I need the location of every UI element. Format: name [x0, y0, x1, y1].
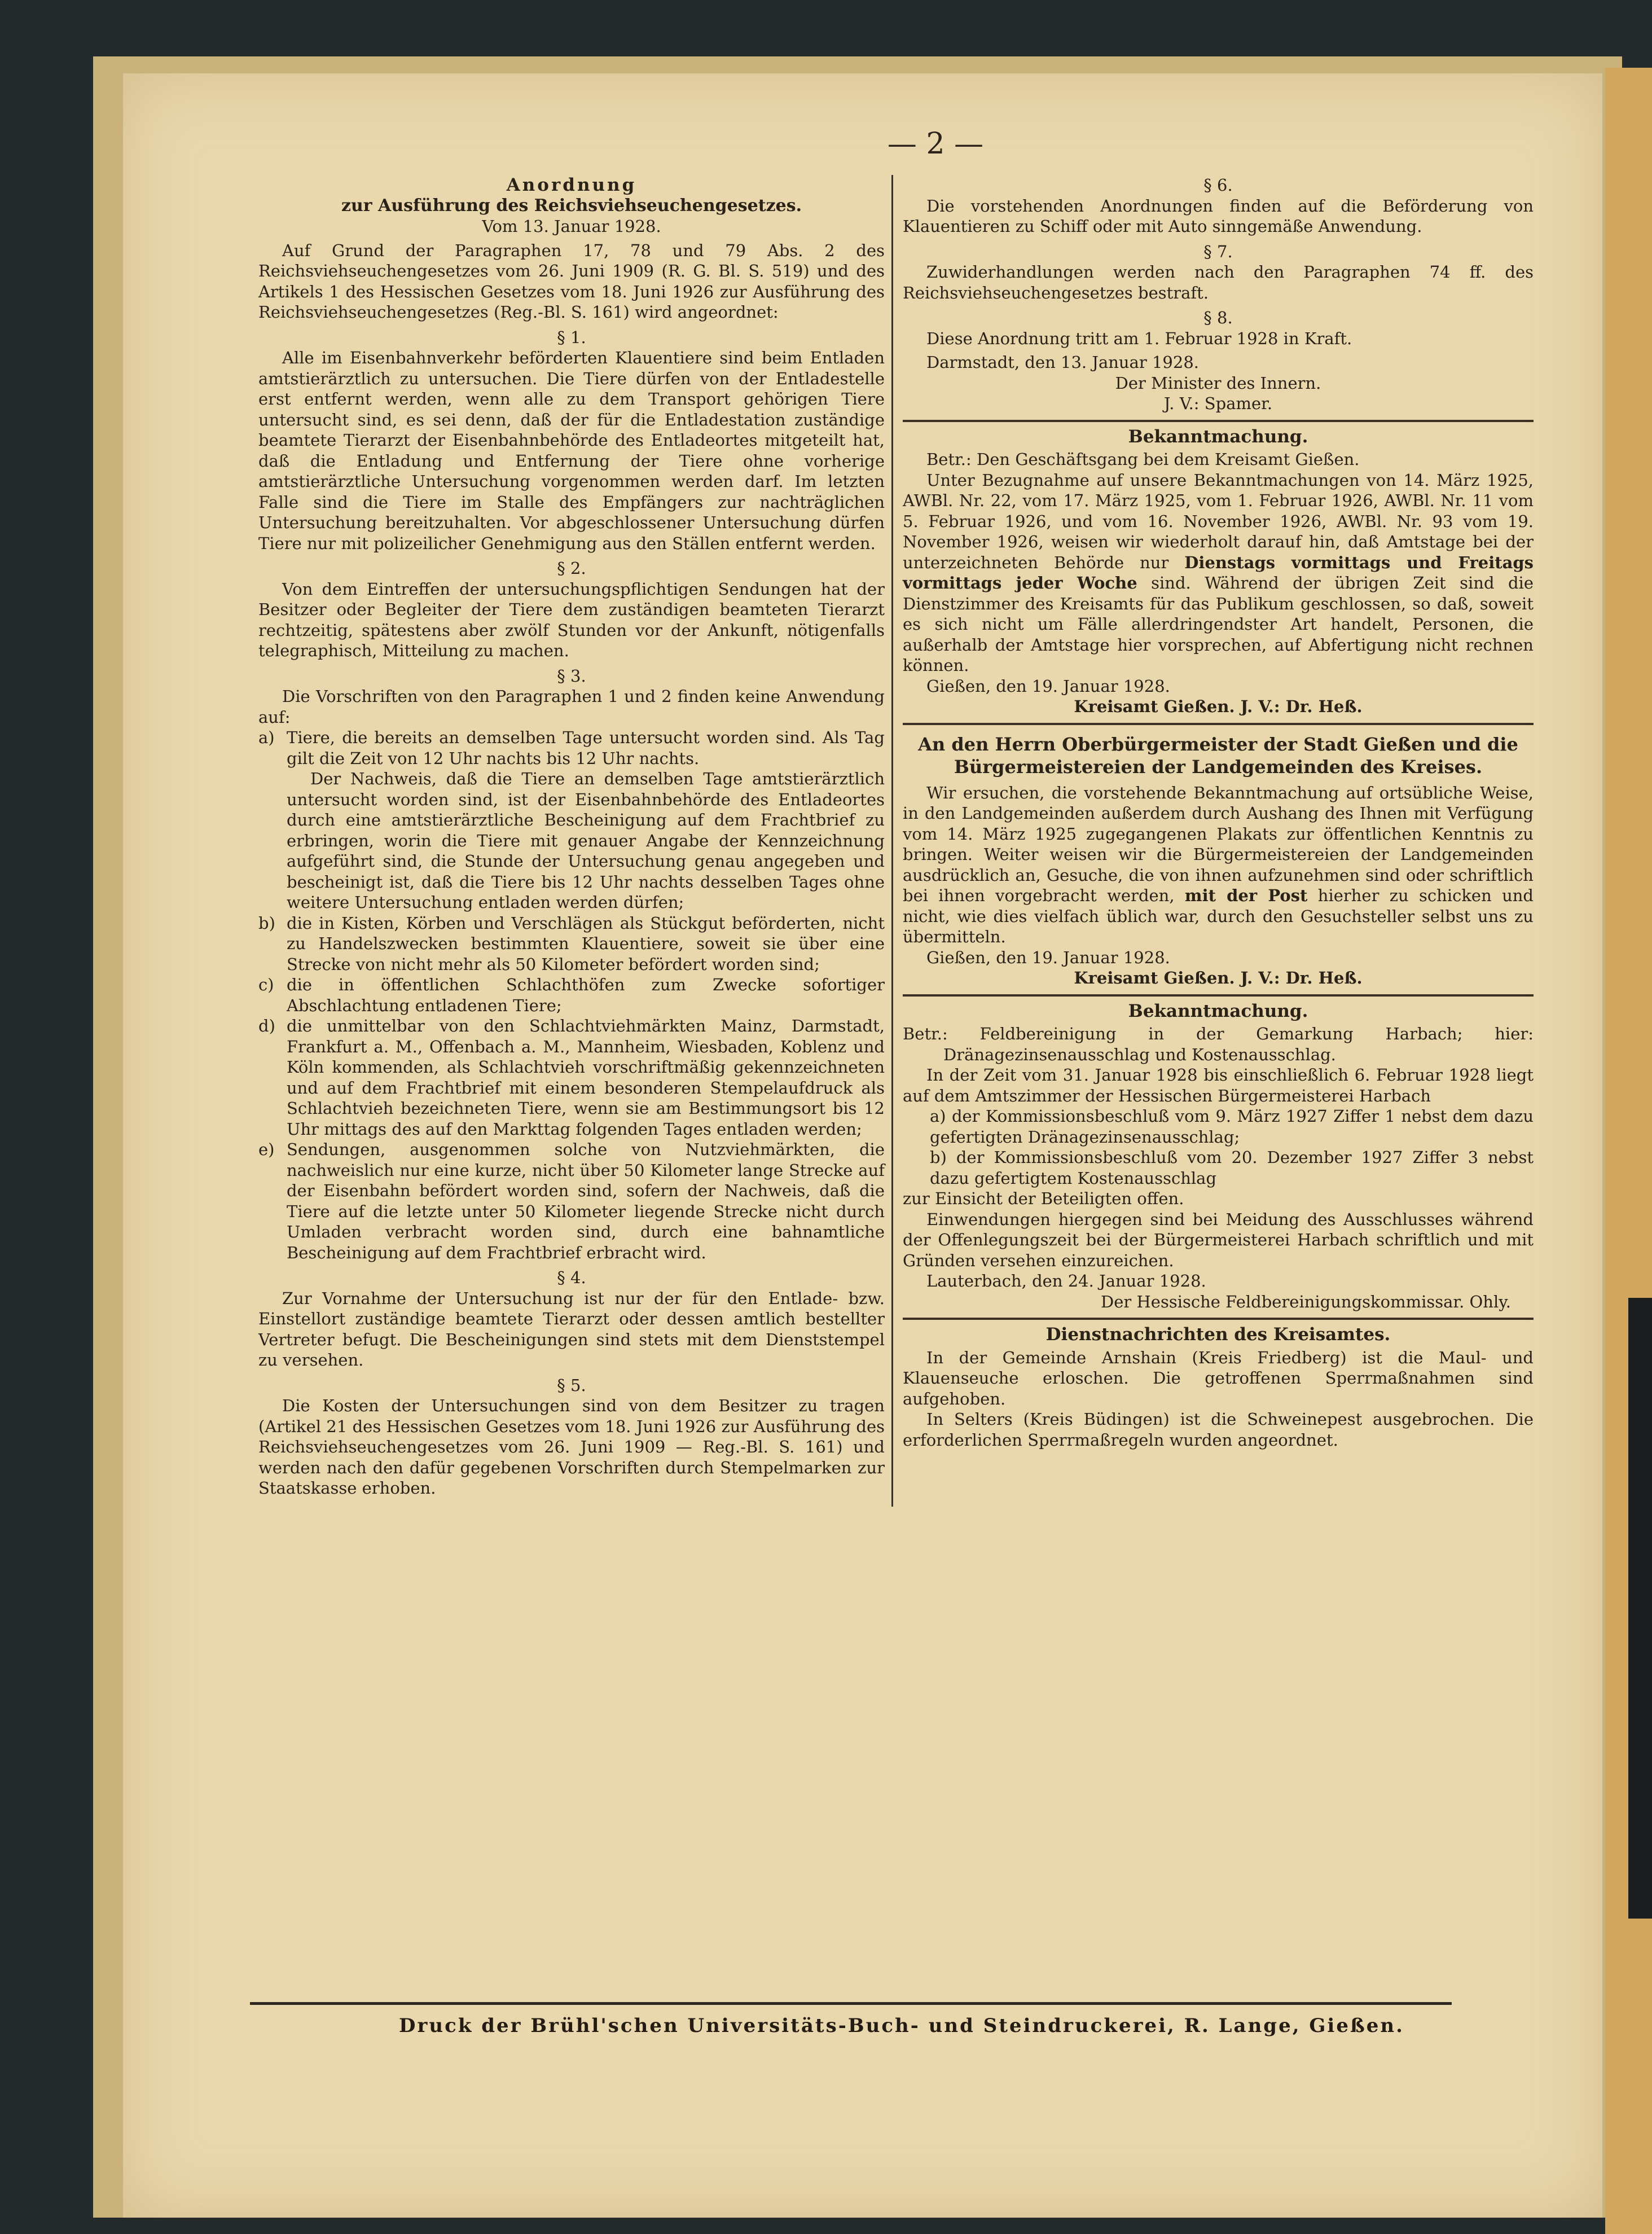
notice-1-heading: Bekanntmachung.	[1128, 426, 1308, 447]
section-6-heading: § 6.	[1203, 175, 1233, 195]
notice-2-heading: An den Herrn Oberbürgermeister der Stadt Gießen und die Bürgermeistereien der Landgemeinden des Kreises.	[918, 733, 1518, 778]
notice-3-heading: Bekanntmachung.	[1128, 1000, 1308, 1021]
section-3-list	[258, 727, 885, 1263]
section-divider	[903, 420, 1534, 422]
list-label: c)	[258, 975, 274, 994]
section-3-heading: § 3.	[557, 666, 586, 686]
notice-1-signature: Kreisamt Gießen. J. V.: Dr. Heß.	[1074, 697, 1363, 716]
ordinance-place-date: Darmstadt, den 13. Januar 1928.	[926, 353, 1200, 372]
list-item	[258, 913, 885, 975]
notice-1-text-pre: Unter Bezugnahme auf unsere Bekanntmachungen von 14. März 1925, AWBl. Nr. 22, vom 17. März 1925, vom 1. Februar 1926, AWBl. Nr. 11 vom 5. Februar 1926, und vom 16. November 1926, AWBl. Nr. 93 vom 19. November 1926, weisen wir wiederholt darauf hin, daß Amtstage bei der unterzeichneten Behörde nur	[903, 470, 1534, 572]
notice-3-objections: Einwendungen hiergegen sind bei Meidung des Ausschlusses während der Offenlegungszeit bei der Bürgermeisterei Harbach schriftlich und mit Gründen versehen einzureichen.	[903, 1209, 1534, 1270]
printer-imprint: Druck der Brühl'schen Universitäts-Buch- und Steindruckerei, R. Lange, Gießen.	[399, 2014, 1404, 2037]
notice-1-text	[903, 470, 1534, 676]
minister-title: Der Minister des Innern.	[1115, 373, 1321, 393]
notice-4-heading: Dienstnachrichten des Kreisamtes.	[1045, 1324, 1391, 1345]
list-text: die in öffentlichen Schlachthöfen zum Zwecke sofortiger Abschlachtung entladenen Tiere;	[287, 975, 885, 1015]
list-text: die unmittelbar von den Schlachtviehmärkten Mainz, Darmstadt, Frankfurt a. M., Offenbach a. M., Mannheim, Wiesbaden, Koblenz und Köln kommenden, als Schlachtvieh vorschriftmäßig gekennzeichneten und auf dem Frachtbrief mit einem besonderen Stempelaufdruck als Schlachtvieh bezeichneten Tiere, wenn sie am Bestimmungsort bis 12 Uhr mittags des auf den Markttag folgenden Tages entladen werden;	[287, 1016, 885, 1139]
right-column	[903, 175, 1534, 1450]
notice-1-subject: Betr.: Den Geschäftsgang bei dem Kreisamt Gießen.	[926, 450, 1360, 469]
notice-3-subject: Betr.: Feldbereinigung in der Gemarkung Harbach; hier: Dränagezinsenausschlag und Kostenausschlag.	[903, 1024, 1534, 1064]
notice-2-text	[903, 783, 1534, 947]
section-divider	[903, 994, 1534, 997]
notice-1-place-date: Gießen, den 19. Januar 1928.	[926, 676, 1170, 696]
list-text: Tiere, die bereits an demselben Tage untersucht worden sind. Als Tag gilt die Zeit von 12 Uhr nachts bis 12 Uhr nachts.	[287, 728, 885, 768]
list-label: a)	[258, 728, 275, 747]
notice-2-by-post: mit der Post	[1184, 886, 1308, 905]
notice-2-text-post: hierher zu schicken und nicht, wie dies vielfach üblich war, durch den Gesuchsteller selbst uns zu übermitteln.	[903, 886, 1534, 946]
section-8-heading: § 8.	[1203, 308, 1233, 327]
list-item	[258, 1139, 885, 1263]
page-number: — 2 —	[887, 127, 984, 161]
list-item	[258, 1016, 885, 1139]
notice-3-after: zur Einsicht der Beteiligten offen.	[903, 1189, 1184, 1208]
section-4-text: Zur Vornahme der Untersuchung ist nur der für den Entlade- bzw. Einstellort zuständige beamtete Tierarzt oder dessen amtlich bestellter Vertreter befugt. Die Bescheinigungen sind stets mit dem Dienststempel zu versehen.	[258, 1288, 885, 1370]
notice-3-item-b: b) der Kommissionsbeschluß vom 20. Dezember 1927 Ziffer 3 nebst dazu gefertigtem Kostenausschlag	[930, 1148, 1534, 1188]
list-label: d)	[258, 1016, 275, 1035]
notice-2-text-pre: Wir ersuchen, die vorstehende Bekanntmachung auf ortsübliche Weise, in den Landgemeinden außerdem durch Aushang des Ihnen mit Verfügung vom 14. März 1925 zugegangenen Plakats zur öffentlichen Kenntnis zu bringen. Weiter weisen wir die Bürgermeistereien der Landgemeinden ausdrücklich an, Gesuche, die von ihnen aufzunehmen sind oder schriftlich bei ihnen vorgebracht werden,	[903, 783, 1534, 905]
notice-3-text: In der Zeit vom 31. Januar 1928 bis einschließlich 6. Februar 1928 liegt auf dem Amtszimmer der Hessischen Bürgermeisterei Harbach	[903, 1065, 1534, 1105]
notice-3-item-a: a) der Kommissionsbeschluß vom 9. März 1927 Ziffer 1 nebst dem dazu gefertigten Dränagezinsenausschlag;	[930, 1107, 1534, 1147]
section-7-text: Zuwiderhandlungen werden nach den Paragraphen 74 ff. des Reichsviehseuchengesetzes bestraft.	[903, 262, 1534, 302]
section-2-heading: § 2.	[557, 559, 586, 578]
ordinance-date: Vom 13. Januar 1928.	[482, 217, 661, 236]
notice-4-text-1: In der Gemeinde Arnshain (Kreis Friedberg) ist die Maul- und Klauenseuche erloschen. Die getroffenen Sperrmaßnahmen sind aufgehoben.	[903, 1348, 1534, 1408]
list-text: die in Kisten, Körben und Verschlägen als Stückgut beförderten, nicht zu Handelszwecken bestimmten Klauentiere, soweit sie über eine Strecke von nicht mehr als 50 Kilometer befördert worden sind;	[287, 913, 885, 974]
notice-2-signature: Kreisamt Gießen. J. V.: Dr. Heß.	[1074, 968, 1363, 987]
ordinance-title: Anordnung	[506, 175, 637, 195]
section-divider	[903, 723, 1534, 725]
notice-2-place-date: Gießen, den 19. Januar 1928.	[926, 947, 1170, 967]
list-item	[258, 727, 885, 769]
section-7-heading: § 7.	[1203, 242, 1233, 261]
notice-1-office-days: Dienstags vormittags und Freitags vormittags jeder Woche	[903, 552, 1534, 592]
list-item	[258, 975, 885, 1016]
ordinance-subtitle: zur Ausführung des Reichsviehseuchengesetzes.	[341, 195, 802, 216]
section-4-heading: § 4.	[557, 1268, 586, 1287]
section-8-text: Diese Anordnung tritt am 1. Februar 1928 in Kraft.	[926, 328, 1352, 348]
section-1-text: Alle im Eisenbahnverkehr beförderten Klauentiere sind beim Entladen amtstierärztlich zu untersuchen. Die Tiere dürfen von der Entladestelle erst entfernt werden, wenn alle zu dem Transport gehörigen Tiere untersucht sind, es sei denn, daß der für die Entladestation zuständige beamtete Tierarzt der Eisenbahnbehörde des Entladeortes mitgeteilt hat, daß die Entladung und Entfernung der Tiere ohne vorherige amtstierärztliche Untersuchung vorgenommen werden darf. Im letzten Falle sind die Tiere im Stalle des Empfängers zur nachträglichen Untersuchung bereitzuhalten. Vor abgeschlossener Untersuchung dürfen Tiere nur mit polizeilicher Genehmigung aus den Ställen entfernt werden.	[258, 348, 885, 553]
column-divider	[891, 175, 893, 1507]
section-6-text: Die vorstehenden Anordnungen finden auf die Beförderung von Klauentieren zu Schiff oder mit Auto sinngemäße Anwendung.	[903, 196, 1534, 236]
section-5-heading: § 5.	[557, 1375, 586, 1395]
list-label: e)	[258, 1140, 275, 1159]
newspaper-page	[123, 73, 1602, 2218]
list-continuation: Der Nachweis, daß die Tiere an demselben Tage amtstierärztlich untersucht worden sind, ist der Eisenbahnbehörde des Entladeortes durch eine amtstierärztliche Bescheinigung auf dem Frachtbrief zu erbringen, worin die Tiere mit genauer Angabe der Kennzeichnung aufgeführt sind, die Stunde der Untersuchung genau angegeben und bescheinigt ist, daß die Tiere bis 12 Uhr nachts desselben Tages ohne weitere Untersuchung entladen werden dürfen;	[287, 769, 885, 912]
left-column	[258, 175, 885, 1499]
notice-4-text-2: In Selters (Kreis Büdingen) ist die Schweinepest ausgebrochen. Die erforderlichen Sperrmaßregeln wurden angeordnet.	[903, 1410, 1534, 1450]
section-divider	[903, 1318, 1534, 1320]
scanner-edge	[1628, 1298, 1652, 1919]
notice-3-place-date: Lauterbach, den 24. Januar 1928.	[926, 1271, 1206, 1291]
section-1-heading: § 1.	[557, 327, 586, 347]
list-text: Sendungen, ausgenommen solche von Nutzviehmärkten, die nachweislich nur eine kurze, nicht über 50 Kilometer lange Strecke auf der Eisenbahn befördert worden sind, sofern der Nachweis, daß die Tiere auf die letzte unter 50 Kilometer liegende Strecke nicht durch Umladen verbracht worden sind, durch eine bahnamtliche Bescheinigung auf dem Frachtbrief erbracht wird.	[287, 1140, 885, 1262]
section-2-text: Von dem Eintreffen der untersuchungspflichtigen Sendungen hat der Besitzer oder Begleiter der Tiere dem zuständigen beamteten Tierarzt rechtzeitig, spätestens aber zwölf Stunden vor der Ankunft, nötigenfalls telegraphisch, Mitteilung zu machen.	[258, 579, 885, 660]
ordinance-intro: Auf Grund der Paragraphen 17, 78 und 79 Abs. 2 des Reichsviehseuchengesetzes vom 26. Juni 1909 (R. G. Bl. S. 519) und des Artikels 1 des Hessischen Gesetzes vom 18. Juni 1926 zur Ausführung des Reichsviehseuchengesetzes (Reg.-Bl. S. 161) wird angeordnet:	[258, 240, 885, 322]
notice-3-signature: Der Hessische Feldbereinigungskommissar. Ohly.	[1101, 1292, 1511, 1311]
list-label: b)	[258, 913, 275, 933]
section-3-text: Die Vorschriften von den Paragraphen 1 und 2 finden keine Anwendung auf:	[258, 687, 885, 727]
section-5-text: Die Kosten der Untersuchungen sind von dem Besitzer zu tragen (Artikel 21 des Hessischen Gesetzes vom 18. Juni 1926 zur Ausführung des Reichsviehseuchengesetzes vom 26. Juni 1909 — Reg.-Bl. S. 161) und werden nach den dafür gegebenen Vorschriften durch Stempelmarken zur Staatskasse erhoben.	[258, 1396, 885, 1498]
notice-1-text-post: sind. Während der übrigen Zeit sind die Dienstzimmer des Kreisamts für das Publikum geschlossen, so daß, soweit es sich nicht um Fälle allerdringendster Art handelt, Personen, die außerhalb der Amtstage hier vorsprechen, auf Abfertigung nicht rechnen können.	[903, 573, 1534, 675]
minister-signature: J. V.: Spamer.	[1163, 394, 1273, 413]
footer-rule	[250, 2002, 1452, 2005]
